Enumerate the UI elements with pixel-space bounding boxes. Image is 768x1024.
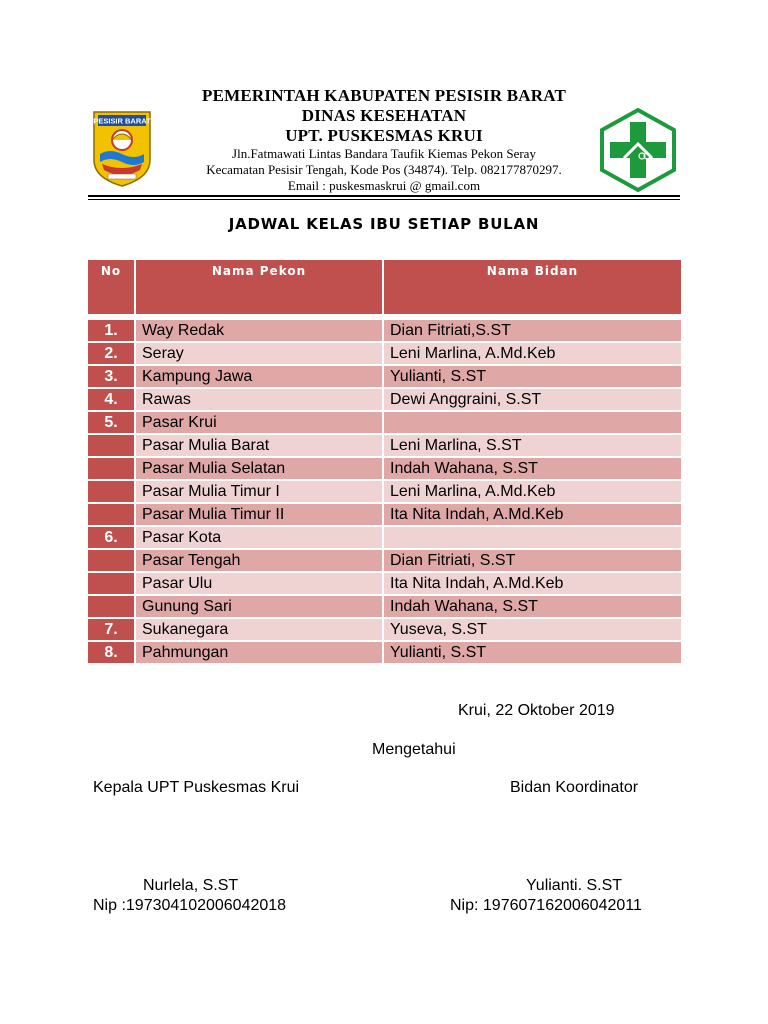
address-line-2: Kecamatan Pesisir Tengah, Kode Pos (34874). Telp. 082177870297. (206, 162, 562, 177)
table-row (88, 343, 681, 364)
bidan-cell: Indah Wahana, S.ST (384, 596, 681, 617)
government-name: PEMERINTAH KABUPATEN PESISIR BARAT (202, 86, 566, 105)
email-line: Email : puskesmaskrui @ gmail.com (287, 178, 481, 193)
left-signatory-nip: Nip :197304102006042018 (93, 897, 287, 914)
pekon-cell: Rawas (136, 389, 382, 410)
table-row (88, 619, 681, 640)
puskesmas-logo (598, 108, 678, 192)
header-gap (88, 316, 681, 318)
bidan-cell: Leni Marlina, A.Md.Keb (384, 343, 681, 364)
acknowledged-label: Mengetahui (372, 741, 456, 758)
address-line-1: Jln.Fatmawati Lintas Bandara Taufik Kiemas Pekon Seray (232, 146, 536, 161)
row-number: 4. (88, 389, 134, 410)
table-row (88, 550, 681, 571)
pekon-cell: Gunung Sari (136, 596, 382, 617)
pekon-cell: Pasar Krui (136, 412, 382, 433)
pekon-cell: Seray (136, 343, 382, 364)
header-nama-bidan: Nama Bidan (384, 260, 681, 314)
table-row (88, 596, 681, 617)
pekon-cell: Way Redak (136, 320, 382, 341)
pekon-cell: Pasar Kota (136, 527, 382, 548)
bidan-cell: Ita Nita Indah, A.Md.Keb (384, 573, 681, 594)
pekon-cell: Pasar Tengah (136, 550, 382, 571)
table-row (88, 320, 681, 341)
place-date: Krui, 22 Oktober 2019 (458, 702, 615, 719)
row-number (88, 481, 134, 502)
pekon-cell: Pasar Ulu (136, 573, 382, 594)
table-row (88, 481, 681, 502)
row-number (88, 596, 134, 617)
bidan-cell: Yulianti, S.ST (384, 366, 681, 387)
pekon-cell: Pasar Mulia Selatan (136, 458, 382, 479)
table-row (88, 366, 681, 387)
table-row (88, 412, 681, 433)
bidan-cell: Dian Fitriati,S.ST (384, 320, 681, 341)
pekon-cell: Sukanegara (136, 619, 382, 640)
row-number (88, 573, 134, 594)
schedule-table (86, 258, 683, 665)
table-row (88, 435, 681, 456)
table-row (88, 458, 681, 479)
right-signatory-role: Bidan Koordinator (510, 779, 639, 796)
letterhead-text (160, 86, 608, 194)
bidan-cell: Leni Marlina, A.Md.Keb (384, 481, 681, 502)
header-no: No (88, 260, 134, 314)
row-number: 6. (88, 527, 134, 548)
right-signatory-name: Yulianti. S.ST (526, 877, 623, 894)
bidan-cell: Dian Fitriati, S.ST (384, 550, 681, 571)
regency-crest-logo (90, 108, 154, 188)
row-number: 8. (88, 642, 134, 663)
bidan-cell: Indah Wahana, S.ST (384, 458, 681, 479)
bidan-cell: Ita Nita Indah, A.Md.Keb (384, 504, 681, 525)
bidan-cell (384, 527, 681, 548)
institution-name: UPT. PUSKESMAS KRUI (285, 126, 483, 145)
letterhead (0, 0, 768, 200)
right-signatory-nip: Nip: 197607162006042011 (450, 897, 642, 914)
pekon-cell: Pasar Mulia Barat (136, 435, 382, 456)
document-title: JADWAL KELAS IBU SETIAP BULAN (228, 215, 540, 233)
pekon-cell: Pasar Mulia Timur I (136, 481, 382, 502)
pekon-cell: Kampung Jawa (136, 366, 382, 387)
pekon-cell: Pahmungan (136, 642, 382, 663)
bidan-cell (384, 412, 681, 433)
header-nama-pekon: Nama Pekon (136, 260, 382, 314)
left-signatory-role: Kepala UPT Puskesmas Krui (93, 779, 300, 796)
table-row (88, 504, 681, 525)
table-header-row (88, 260, 681, 314)
header-rule-thick (88, 195, 680, 197)
bidan-cell: Leni Marlina, S.ST (384, 435, 681, 456)
bidan-cell: Dewi Anggraini, S.ST (384, 389, 681, 410)
row-number: 7. (88, 619, 134, 640)
header-rule-thin (88, 199, 680, 200)
table-row (88, 389, 681, 410)
row-number: 5. (88, 412, 134, 433)
pekon-cell: Pasar Mulia Timur II (136, 504, 382, 525)
table-row (88, 573, 681, 594)
row-number (88, 458, 134, 479)
row-number: 3. (88, 366, 134, 387)
bidan-cell: Yulianti, S.ST (384, 642, 681, 663)
row-number: 1. (88, 320, 134, 341)
bidan-cell: Yuseva, S.ST (384, 619, 681, 640)
table-row (88, 642, 681, 663)
table-row (88, 527, 681, 548)
row-number (88, 435, 134, 456)
row-number (88, 504, 134, 525)
row-number (88, 550, 134, 571)
left-signatory-name: Nurlela, S.ST (143, 877, 239, 894)
department-name: DINAS KESEHATAN (301, 106, 467, 125)
crest-label: PESISIR BARAT (93, 116, 151, 126)
row-number: 2. (88, 343, 134, 364)
